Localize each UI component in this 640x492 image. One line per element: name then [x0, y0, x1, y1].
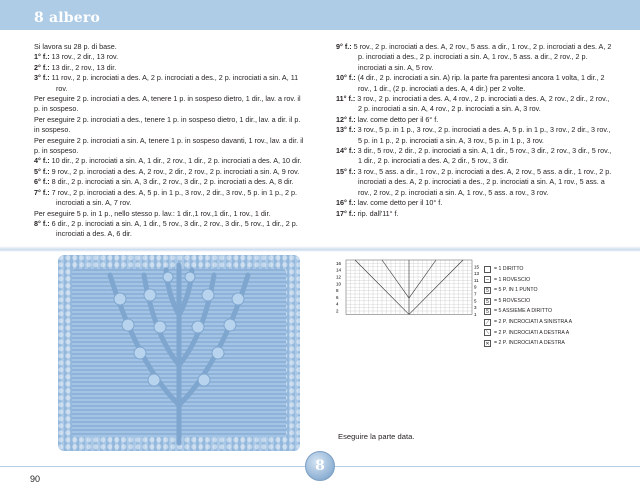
legend-label: = 1 ROVESCIO [494, 276, 531, 283]
bobble [185, 272, 195, 282]
chart-row-label-left: 8 [336, 288, 339, 294]
instruction-row [336, 42, 612, 73]
row-label: 9° f.: [336, 42, 352, 51]
bobble [163, 272, 173, 282]
instruction-row [34, 219, 306, 240]
legend-item [484, 328, 572, 339]
instruction-row [336, 115, 612, 125]
instruction-row [34, 167, 306, 177]
legend-item [484, 285, 572, 296]
row-label: 10° f.: [336, 73, 356, 83]
row-text: 7 rov., 2 p. incrociati a des. A, 5 p. in 1 p., 3 rov., 2 dir., 3 rov., 5 p. in 1 p., 2 p. incrociati a sin. A, 7 rov. [51, 187, 297, 208]
row-text: 5 rov., 2 p. incrociati a des. A, 2 rov., 5 ass. a dir., 1 rov., 2 p. incrociati a des. A, 2 p. incrociati a des., 2 p. incrociati a sin. A, 1 rov., 5 ass. a dir., 2 rov., 2 p. incrociati a sin. A, 5 rov. [353, 42, 612, 72]
row-label: 12° f.: [336, 114, 356, 124]
bobble [148, 374, 160, 386]
chart-row-label-left: 12 [336, 274, 342, 280]
row-label: 14° f.: [336, 146, 356, 156]
legend-label: = 5 ROVESCIO [494, 297, 531, 304]
row-text: 11 rov., 2 p. incrociati a des. A, 2 p. incrociati a des., 2 p. incrociati a sin. A, 11 rov. [51, 73, 299, 93]
instruction-row [34, 156, 306, 166]
legend-symbol-icon: 5 [484, 308, 491, 315]
row-label: 3° f.: [34, 73, 50, 83]
chart-row-label-right: 5 [474, 298, 477, 304]
row-label: 16° f.: [336, 198, 356, 208]
bobble [144, 289, 156, 301]
chart-row-label-right: 7 [474, 291, 477, 297]
legend-label: = 5 P. IN 1 PUNTO [494, 287, 538, 294]
knitting-chart [336, 260, 480, 317]
bobble [192, 321, 204, 333]
instruction-row [34, 209, 306, 219]
row-text: Per eseguire 2 p. incrociati a des. A, tenere 1 p. in sospeso dietro, 1 dir., lav. a rov. il p. in sospeso. [34, 94, 301, 114]
intro-text: Si lavora su 28 p. di base. [34, 42, 117, 51]
instruction-row [336, 198, 612, 208]
chart-row-label-right: 3 [474, 305, 477, 311]
instruction-row [34, 188, 306, 209]
page-title: 8 albero [34, 10, 101, 26]
instruction-row [34, 52, 306, 62]
branch-left-2 [144, 275, 179, 365]
chart-row-label-left: 14 [336, 267, 342, 273]
row-text: Per eseguire 5 p. in 1 p., nello stesso p. lav.: 1 dir.,1 rov.,1 dir., 1 rov., 1 dir. [34, 208, 271, 218]
chart-legend [484, 264, 572, 349]
row-text: 8 dir., 2 p. incrociati a sin. A, 3 dir., 2 rov., 3 dir., 2 p. incrociati a des. A, 8 dir. [51, 177, 294, 187]
row-label: 6° f.: [34, 177, 50, 187]
legend-symbol-icon: ⟋ [485, 319, 490, 326]
instruction-row [34, 73, 306, 94]
legend-label: = 1 DIRITTO [494, 266, 524, 272]
bobble [224, 319, 236, 331]
right-instructions [336, 42, 612, 219]
chart-caption: Eseguire la parte data. [338, 432, 415, 441]
chart-row-label-left: 4 [336, 301, 339, 307]
legend-symbol-icon [484, 266, 491, 273]
legend-label: = 2 P. INCROCIATI A DESTRA A [494, 329, 570, 336]
legend-symbol-icon: ⟍ [485, 330, 490, 337]
branch-right-2 [179, 275, 214, 365]
bobble [122, 319, 134, 331]
legend-symbol-icon: – [484, 276, 491, 283]
instruction-row [336, 73, 612, 94]
chart-row-label-right: 1 [474, 311, 477, 317]
row-text: 3 rov., 2 p. incrociati a des. A, 4 rov., 2 p. incrociati a des. A, 2 rov., 2 dir., 2 rov., 2 p. incrociati a sin. A, 4 rov., 2 p. incrociati a sin. A, 3 rov. [357, 94, 610, 114]
instruction-row [336, 167, 612, 198]
knitted-swatch-photo [58, 255, 300, 451]
legend-symbol-icon: 5 [484, 287, 491, 294]
row-text: 3 rov., 5 p. in 1 p., 3 rov., 2 p. incrociati a des. A, 5 p. in 1 p., 3 rov., 2 dir., 3 rov., 5 p. in 1 p., 2 p. incrociati a sin. A, 3 rov., 5 p. in 1 p., 3 rov. [357, 125, 611, 145]
row-text: 6 dir., 2 p. incrociati a sin. A, 1 dir., 5 rov., 3 dir., 2 rov., 3 dir., 5 rov., 1 dir., 2 p. incrociati a des. A, 6 dir. [51, 218, 298, 239]
row-text: 3 dir., 5 rov., 2 dir., 2 p. incrociati a sin. A, 1 dir., 5 rov., 3 dir., 2 rov., 3 dir., 5 rov., 1 dir., 2 p. incrociati a des. A, 2 dir., 5 rov., 3 dir. [357, 146, 612, 166]
bobble [198, 374, 210, 386]
instruction-row [34, 177, 306, 187]
legend-item [484, 275, 572, 286]
bobble [134, 347, 146, 359]
row-text: Per eseguire 2 p. incrociati a des., tenere 1 p. in sospeso dietro, 1 dir., lav. a dir. il p. in sospeso. [34, 114, 301, 135]
legend-label: = 2 P. INCROCIATI A DESTRA [494, 340, 565, 347]
instruction-row [336, 209, 612, 219]
chart-row-label-left: 10 [336, 281, 342, 287]
row-label: 11° f.: [336, 94, 356, 104]
legend-item [484, 338, 572, 349]
row-text: lav. come detto per il 10° f. [357, 198, 443, 208]
chart-row-label-left: 6 [336, 294, 339, 300]
chart-row-label-right: 11 [474, 277, 479, 283]
legend-label: = 5 ASSIEME A DIRITTO [494, 308, 552, 315]
legend-label: = 2 P. INCROCIATI A SINISTRA A [494, 318, 573, 325]
row-text: lav. come detto per il 6° f. [357, 114, 439, 124]
row-text: rip. dall'11° f. [357, 208, 399, 218]
row-label: 1° f.: [34, 52, 50, 62]
chart-row-label-left: 2 [336, 308, 339, 314]
row-text: 13 rov., 2 dir., 13 rov. [51, 52, 119, 62]
row-label: 4° f.: [34, 156, 50, 166]
page-number: 90 [30, 474, 41, 484]
row-label: 8° f.: [34, 218, 50, 228]
pattern-number-badge: 8 [305, 451, 335, 481]
chart-row-label-right: 13 [474, 271, 480, 277]
instruction-row [336, 125, 612, 146]
bobble [154, 321, 166, 333]
legend-item [484, 264, 572, 275]
section-divider [0, 246, 640, 252]
chart-row-label-right: 15 [474, 264, 480, 270]
instruction-row [34, 63, 306, 73]
instruction-row [34, 115, 306, 136]
instruction-row [336, 94, 612, 115]
legend-item [484, 306, 572, 317]
row-text: 9 rov., 2 p. incrociati a des. A, 2 rov., 2 dir., 2 rov., 2 p. incrociati a sin. A, 9 rov. [51, 166, 300, 176]
instruction-row [336, 146, 612, 167]
row-label: 13° f.: [336, 125, 356, 135]
legend-symbol-icon: 5 [484, 298, 491, 305]
row-text: 13 dir., 2 rov., 13 dir. [51, 62, 117, 72]
row-label: 15° f.: [336, 166, 356, 176]
bobble [212, 347, 224, 359]
row-label: 17° f.: [336, 208, 356, 218]
row-text: 10 dir., 2 p. incrociati a sin. A, 1 dir., 2 rov., 1 dir., 2 p. incrociati a des. A, 10 dir. [51, 156, 302, 166]
row-label: 5° f.: [34, 166, 50, 176]
bobble [232, 293, 244, 305]
row-text: (4 dir., 2 p. incrociati a sin. A) rip. la parte fra parentesi ancora 1 volta, 1 dir., 2 rov., 1 dir., (2 p. incrociati a des. A, 4 dir.) per 2 volte. [357, 73, 605, 93]
row-text: Per eseguire 2 p. incrociati a sin. A, tenere 1 p. in sospeso davanti, 1 rov., lav. a dir. il p. in sospeso. [34, 135, 304, 156]
instruction-row [34, 136, 306, 157]
tree-motif [58, 255, 300, 451]
row-label: 2° f.: [34, 62, 50, 72]
chart-row-label-left: 16 [336, 260, 342, 266]
instruction-row [34, 94, 306, 115]
left-instructions [34, 42, 306, 240]
bobble [114, 293, 126, 305]
row-label: 7° f.: [34, 187, 50, 197]
legend-item [484, 317, 572, 328]
row-text: 3 rov., 5 ass. a dir., 1 rov., 2 p. incrociati a des. A, 2 rov., 5 ass. a dir., 1 rov., 2 p. incrociati a des. A, 2 p. incrociati a des., 2 p. incrociati a sin. A, 1 rov., 5 ass. a rov., 2 rov., 2 p. incrociati a sin. A, 1 rov., 5 ass. a rov., 3 rov. [357, 166, 612, 197]
legend-item [484, 296, 572, 307]
legend-symbol-icon: ✕ [485, 340, 490, 347]
bobble [202, 289, 214, 301]
chart-row-label-right: 9 [474, 284, 477, 290]
